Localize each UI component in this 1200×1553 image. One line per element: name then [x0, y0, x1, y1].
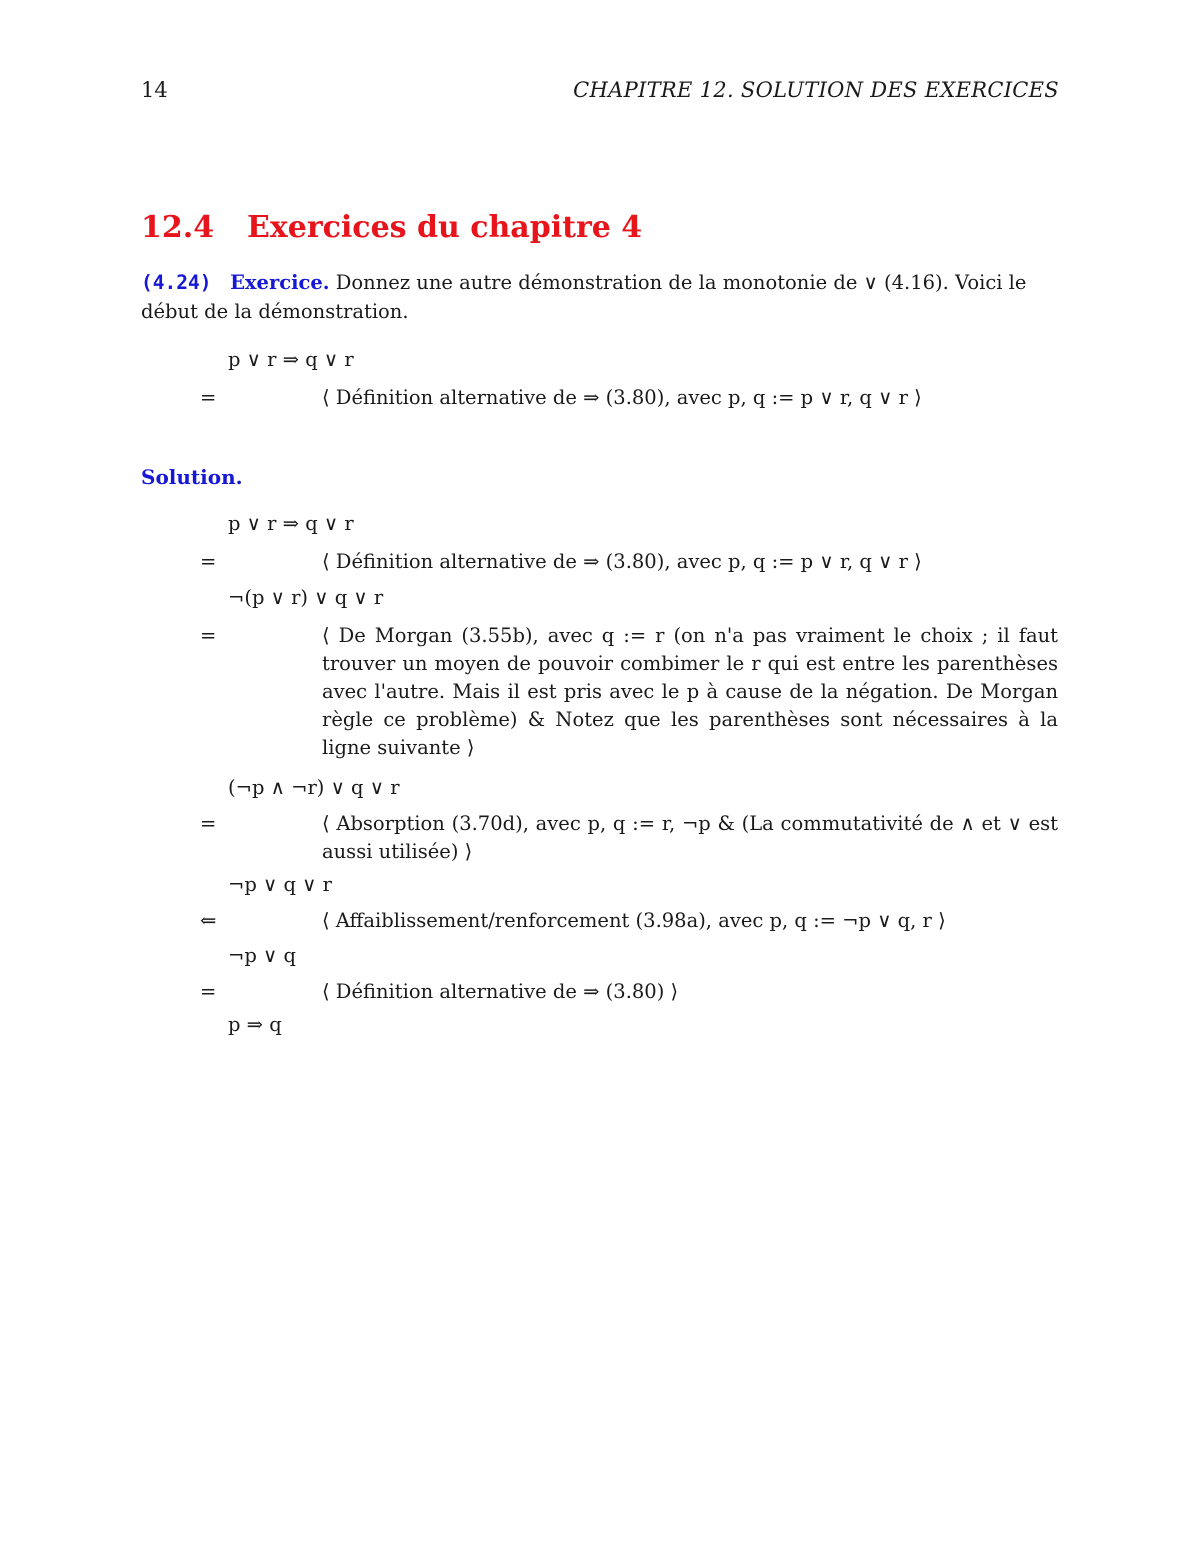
calc-expression: ¬(p ∨ r) ∨ q ∨ r — [228, 586, 384, 609]
calc-expression: ¬p ∨ q ∨ r — [228, 873, 332, 896]
section-number: 12.4 — [141, 210, 215, 245]
calc-operator: ⇐ — [200, 909, 217, 932]
calc-operator: = — [200, 624, 217, 647]
calc-operator: = — [200, 980, 217, 1003]
page-number: 14 — [141, 78, 168, 102]
section-heading — [141, 210, 642, 245]
calc-operator: = — [200, 550, 217, 573]
calc-hint: ⟨ De Morgan (3.55b), avec q := r (on n'a pas vraiment le choix ; il faut trouver un moyen de pouvoir combimer le r qui est entre les parenthèses avec l'autre. Mais il est pris avec le p à cause de la négation. De Morgan règle ce problème) & Notez que les parenthèses sont nécessaires à la ligne suivante ⟩ — [322, 624, 1058, 759]
calc-hint: ⟨ Affaiblissement/renforcement (3.98a), avec p, q := ¬p ∨ q, r ⟩ — [322, 909, 946, 932]
section-title: Exercices du chapitre 4 — [247, 210, 643, 245]
calc-hint: ⟨ Définition alternative de ⇒ (3.80), avec p, q := p ∨ r, q ∨ r ⟩ — [322, 550, 922, 573]
calc-expression: p ∨ r ⇒ q ∨ r — [228, 512, 354, 535]
calc-operator: = — [200, 812, 217, 835]
calc-operator: = — [200, 386, 217, 409]
calc-expression: ¬p ∨ q — [228, 944, 296, 967]
calc-expression: (¬p ∧ ¬r) ∨ q ∨ r — [228, 776, 400, 799]
running-header: CHAPITRE 12. SOLUTION DES EXERCICES — [573, 78, 1059, 102]
exercise-number: (4.24) — [141, 271, 212, 294]
calc-expression: p ∨ r ⇒ q ∨ r — [228, 348, 354, 371]
exercise-text: Donnez une autre démonstration de la monotonie de ∨ (4.16). Voici le début de la démonstration. — [141, 271, 1027, 323]
exercise-label: Exercice. — [230, 271, 330, 294]
solution-label: Solution. — [141, 465, 243, 489]
exercise-statement — [141, 268, 1059, 326]
calc-hint: ⟨ Définition alternative de ⇒ (3.80) ⟩ — [322, 980, 679, 1003]
calc-expression: p ⇒ q — [228, 1013, 282, 1036]
calc-hint: ⟨ Définition alternative de ⇒ (3.80), avec p, q := p ∨ r, q ∨ r ⟩ — [322, 386, 922, 409]
calc-hint: ⟨ Absorption (3.70d), avec p, q := r, ¬p & (La commutativité de ∧ et ∨ est aussi utilisée) ⟩ — [322, 812, 1058, 863]
